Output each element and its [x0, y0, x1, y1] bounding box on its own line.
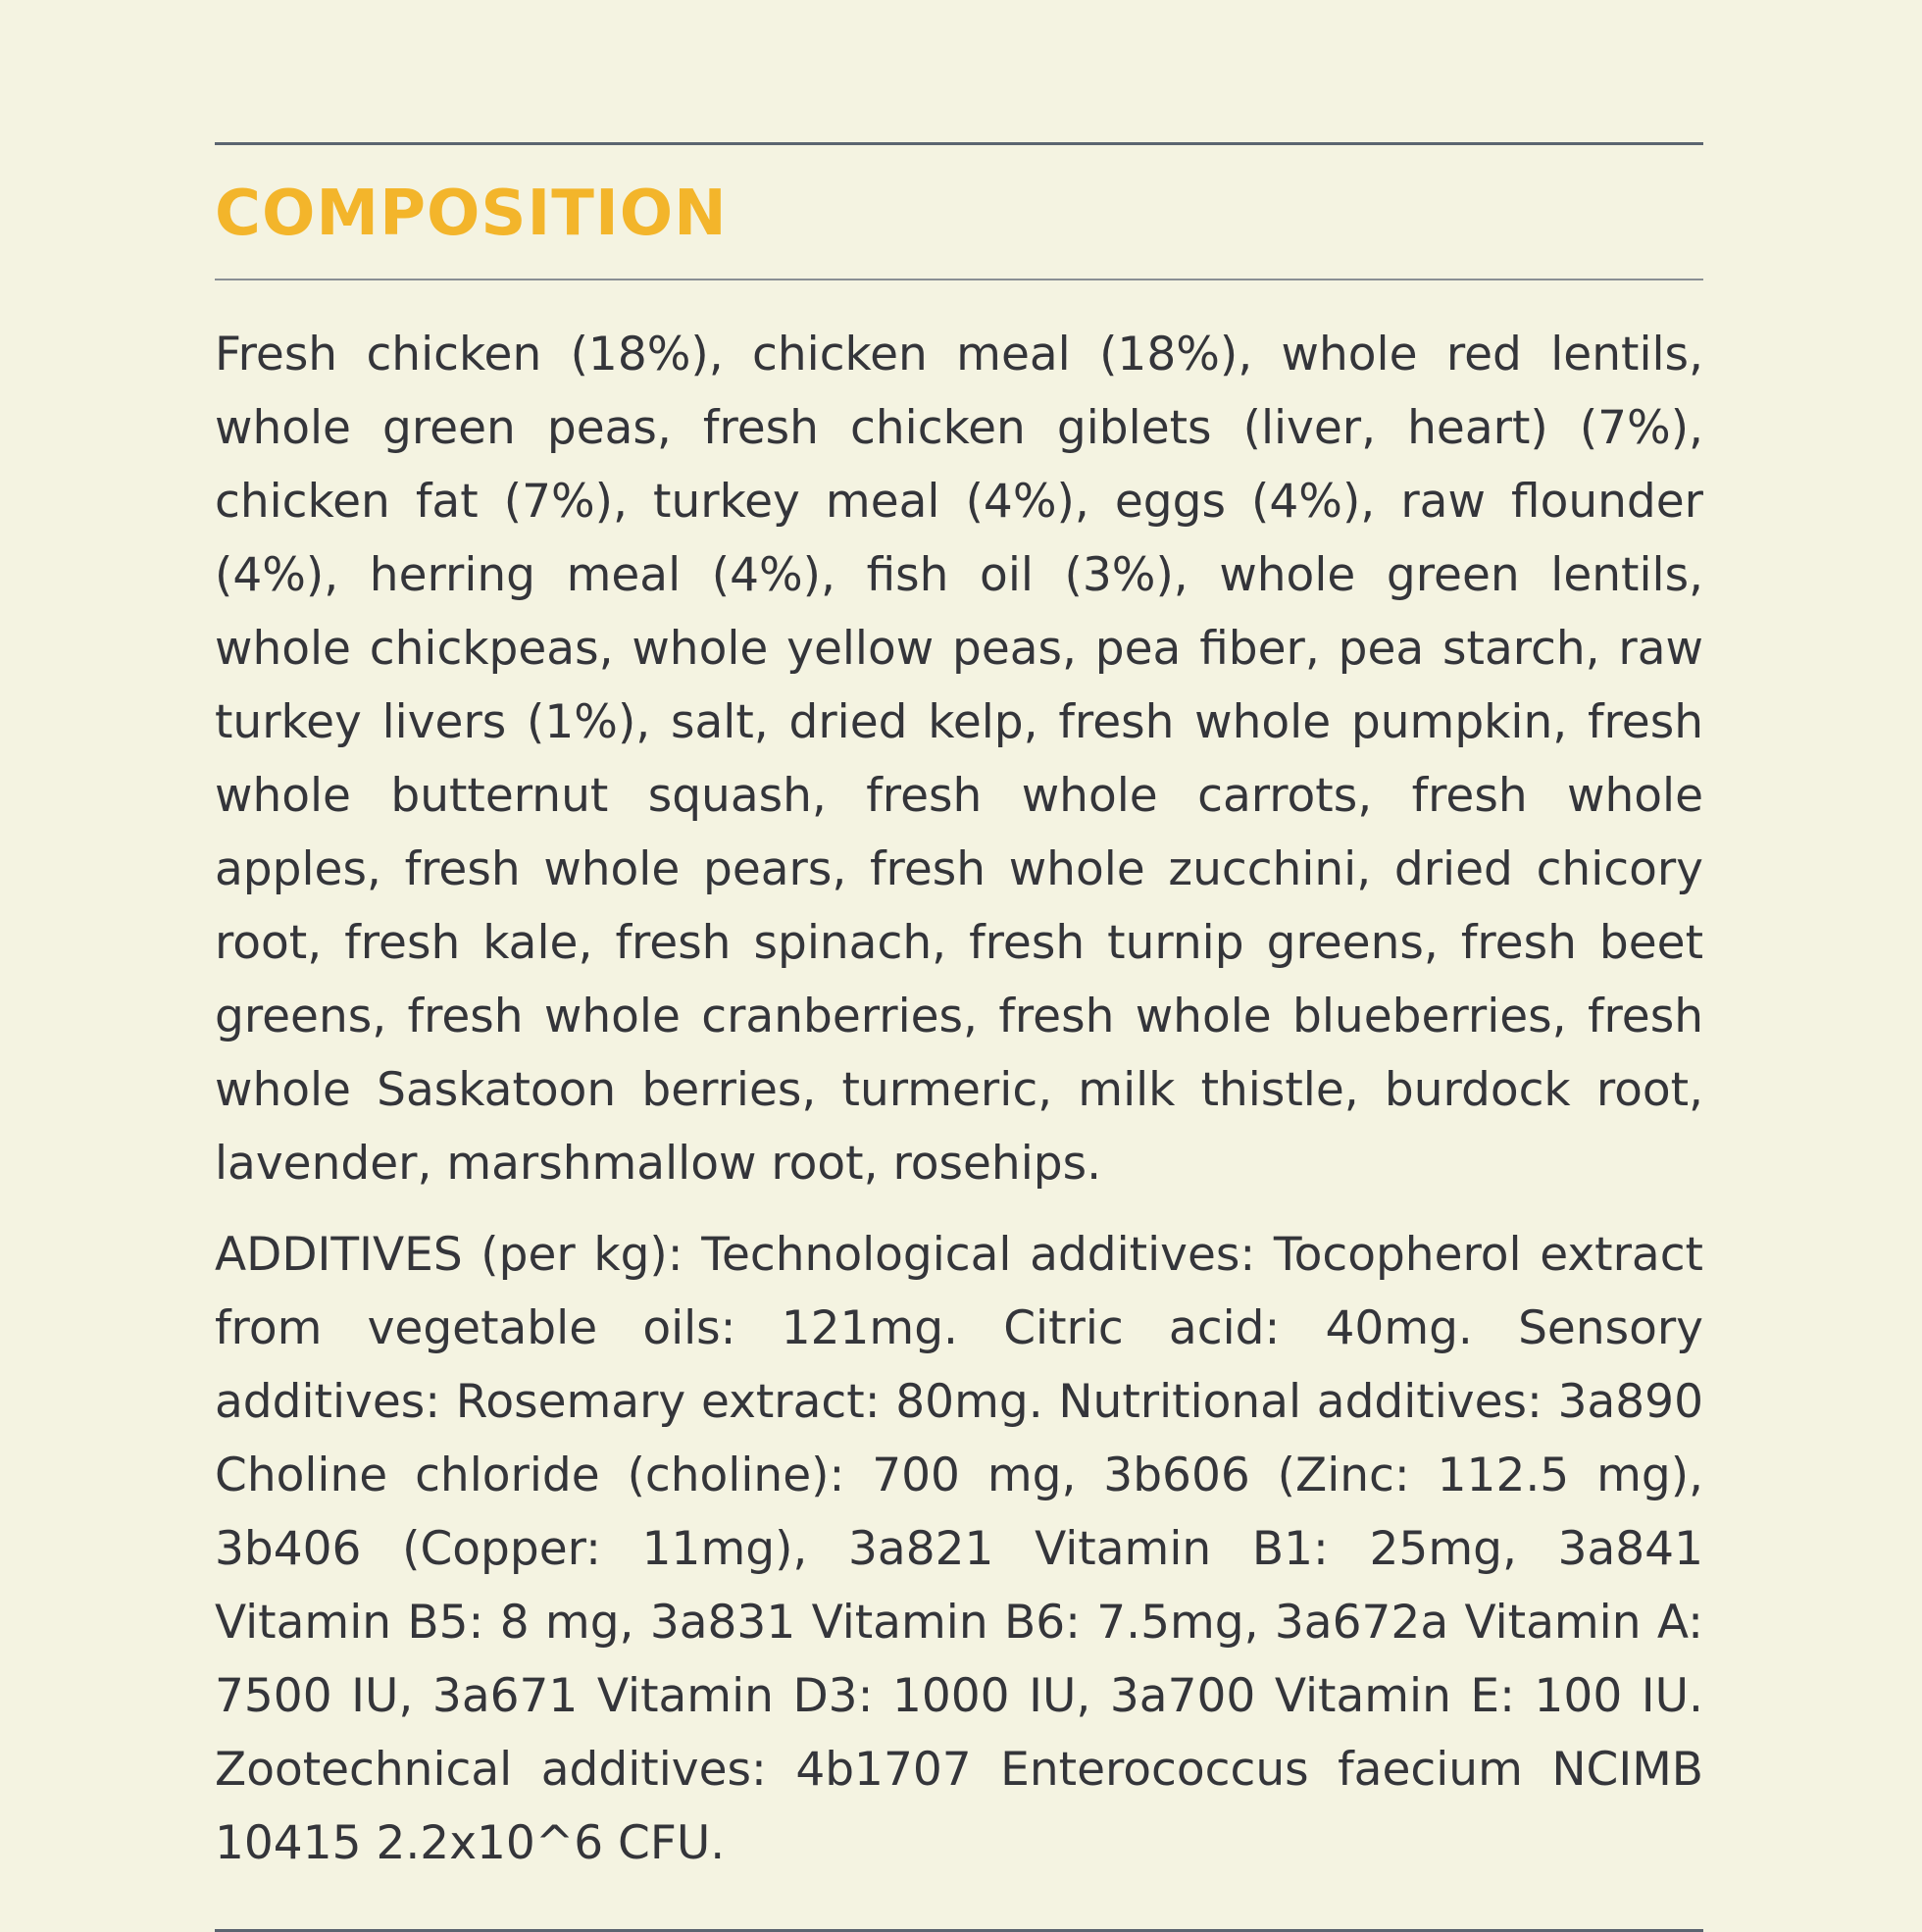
- title-divider: [215, 279, 1703, 280]
- section-title: COMPOSITION: [215, 178, 728, 250]
- ingredients-paragraph: Fresh chicken (18%), chicken meal (18%), whole red lentils, whole green peas, fresh chicken giblets (liver, heart) (7%), chicken fat (7%), turkey meal (4%), eggs (4%), raw flounder (4%), herring meal (4%), fish oil (3%), whole green lentils, whole chickpeas, whole yellow peas, pea fiber, pea starch, raw turkey livers (1%), salt, dried kelp, fresh whole pumpkin, fresh whole butternut squash, fresh whole carrots, fresh whole apples, fresh whole pears, fresh whole zucchini, dried chicory root, fresh kale, fresh spinach, fresh turnip greens, fresh beet greens, fresh whole cranberries, fresh whole blueberries, fresh whole Saskatoon berries, turmeric, milk thistle, burdock root, lavender, marshmallow root, rosehips.: [215, 328, 1703, 1191]
- additives-paragraph: ADDITIVES (per kg): Technological additives: Tocopherol extract from vegetable oils: 121mg. Citric acid: 40mg. Sensory additives: Rosemary extract: 80mg. Nutritional additives: 3a890 Choline chloride (choline): 700 mg, 3b606 (Zinc: 112.5 mg), 3b406 (Copper: 11mg), 3a821 Vitamin B1: 25mg, 3a841 Vitamin B5: 8 mg, 3a831 Vitamin B6: 7.5mg, 3a672a Vitamin A: 7500 IU, 3a671 Vitamin D3: 1000 IU, 3a700 Vitamin E: 100 IU. Zootechnical additives: 4b1707 Enterococcus faecium NCIMB 10415 2.2x10^6 CFU.: [215, 1228, 1703, 1870]
- composition-panel: [215, 142, 1703, 1932]
